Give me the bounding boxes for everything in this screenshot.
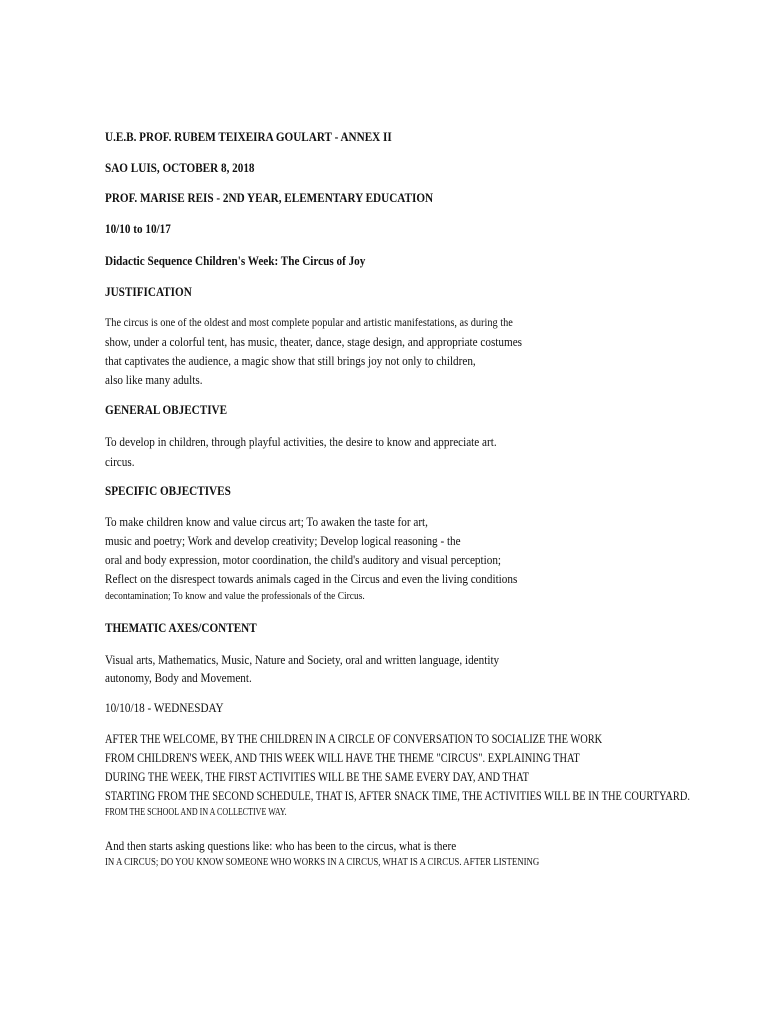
specific-objectives-line: music and poetry; Work and develop creativity; Develop logical reasoning - the (105, 533, 461, 548)
justification-heading: JUSTIFICATION (105, 284, 192, 299)
school-name: U.E.B. PROF. RUBEM TEIXEIRA GOULART - ANNEX II (105, 129, 392, 144)
general-objective-line: To develop in children, through playful activities, the desire to know and appreciate art. (105, 434, 497, 449)
day-activity-line: AFTER THE WELCOME, BY THE CHILDREN IN A CIRCLE OF CONVERSATION TO SOCIALIZE THE WORK (105, 731, 603, 746)
day-activity-line: STARTING FROM THE SECOND SCHEDULE, THAT IS, AFTER SNACK TIME, THE ACTIVITIES WILL BE IN THE COURTYARD. (105, 788, 690, 803)
day-followup-line: IN A CIRCUS; DO YOU KNOW SOMEONE WHO WORKS IN A CIRCUS, WHAT IS A CIRCUS. AFTER LISTENING (105, 856, 540, 868)
specific-objectives-line: Reflect on the disrespect towards animals caged in the Circus and even the living conditions (105, 571, 518, 586)
specific-objectives-heading: SPECIFIC OBJECTIVES (105, 483, 231, 498)
thematic-axes-line: Visual arts, Mathematics, Music, Nature and Society, oral and written language, identity (105, 652, 500, 667)
document-date: SAO LUIS, OCTOBER 8, 2018 (105, 160, 255, 175)
thematic-axes-line: autonomy, Body and Movement. (105, 670, 252, 685)
justification-line: also like many adults. (105, 372, 203, 387)
general-objective-heading: GENERAL OBJECTIVE (105, 402, 228, 417)
day-activity-line: FROM THE SCHOOL AND IN A COLLECTIVE WAY. (105, 807, 287, 818)
specific-objectives-line: oral and body expression, motor coordination, the child's auditory and visual perception; (105, 552, 502, 567)
thematic-axes-heading: THEMATIC AXES/CONTENT (105, 620, 257, 635)
specific-objectives-line: To make children know and value circus art; To awaken the taste for art, (105, 514, 428, 529)
justification-line: that captivates the audience, a magic show that still brings joy not only to children, (105, 353, 476, 368)
specific-objectives-line: decontamination; To know and value the professionals of the Circus. (105, 590, 365, 602)
day-followup-line: And then starts asking questions like: who has been to the circus, what is there (105, 838, 457, 853)
justification-line: The circus is one of the oldest and most complete popular and artistic manifestations, as during the (105, 315, 513, 329)
period-line: 10/10 to 10/17 (105, 221, 171, 236)
day-activity-line: FROM CHILDREN'S WEEK, AND THIS WEEK WILL HAVE THE THEME "CIRCUS". EXPLAINING THAT (105, 750, 580, 765)
day-heading: 10/10/18 - WEDNESDAY (105, 700, 224, 715)
teacher-line: PROF. MARISE REIS - 2ND YEAR, ELEMENTARY EDUCATION (105, 190, 434, 205)
day-activity-line: DURING THE WEEK, THE FIRST ACTIVITIES WILL BE THE SAME EVERY DAY, AND THAT (105, 769, 529, 784)
general-objective-line: circus. (105, 454, 135, 469)
sequence-title: Didactic Sequence Children's Week: The Circus of Joy (105, 253, 366, 268)
justification-line: show, under a colorful tent, has music, theater, dance, stage design, and appropriate costumes (105, 334, 523, 349)
